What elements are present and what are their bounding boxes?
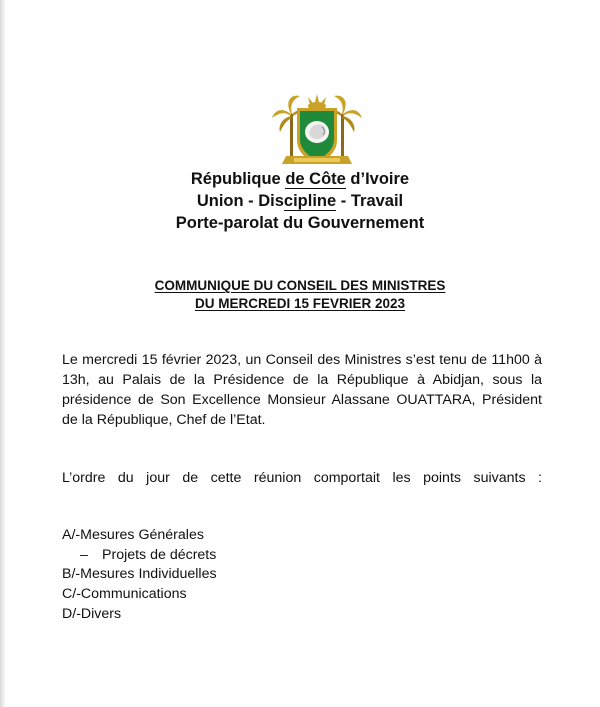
motto-part: - Travail xyxy=(336,192,404,210)
header-block xyxy=(0,168,600,234)
agenda-intro: L’ordre du jour de cette réunion comportait les points suivants : xyxy=(62,470,542,486)
agenda-sub-item xyxy=(62,546,542,566)
national-motto xyxy=(0,190,600,212)
agenda-item-d: D/-Divers xyxy=(62,605,122,622)
intro-paragraph: Le mercredi 15 février 2023, un Conseil des Ministres s’est tenu de 11h00 à 13h, au Palais de la Présidence de la République à Abidjan, sous la présidence de Son Excellence Monsieur Alassane OUATTARA, Président de la République, Chef de l’Etat. xyxy=(62,352,542,428)
shield-icon xyxy=(297,108,337,164)
agenda-item-a: A/-Mesures Générales xyxy=(62,527,204,543)
republic-title xyxy=(0,168,600,190)
banner-icon xyxy=(282,156,352,164)
dash-bullet: – xyxy=(80,546,88,563)
communique-title-line-1: COMMUNIQUE DU CONSEIL DES MINISTRES xyxy=(154,278,446,293)
page-edge xyxy=(0,0,6,707)
coat-of-arms-icon xyxy=(272,92,362,170)
republic-title-underlined: de Côte xyxy=(285,170,346,188)
republic-title-part: République xyxy=(190,170,286,188)
communique-title xyxy=(0,277,600,313)
republic-title-part: d’Ivoire xyxy=(345,170,410,188)
agenda-list xyxy=(62,526,542,625)
office-title: Porte-parolat du Gouvernement xyxy=(175,214,425,232)
rising-sun-icon xyxy=(308,94,326,110)
motto-part: Union - Dis xyxy=(196,192,284,210)
motto-underlined: cipline xyxy=(283,192,337,210)
agenda-item-b: B/-Mesures Individuelles xyxy=(62,566,217,583)
communique-title-line-2: DU MERCREDI 15 FEVRIER 2023 xyxy=(194,296,406,311)
agenda-sub-item-label: Projets de décrets xyxy=(102,546,217,563)
agenda-item-c: C/-Communications xyxy=(62,586,187,603)
